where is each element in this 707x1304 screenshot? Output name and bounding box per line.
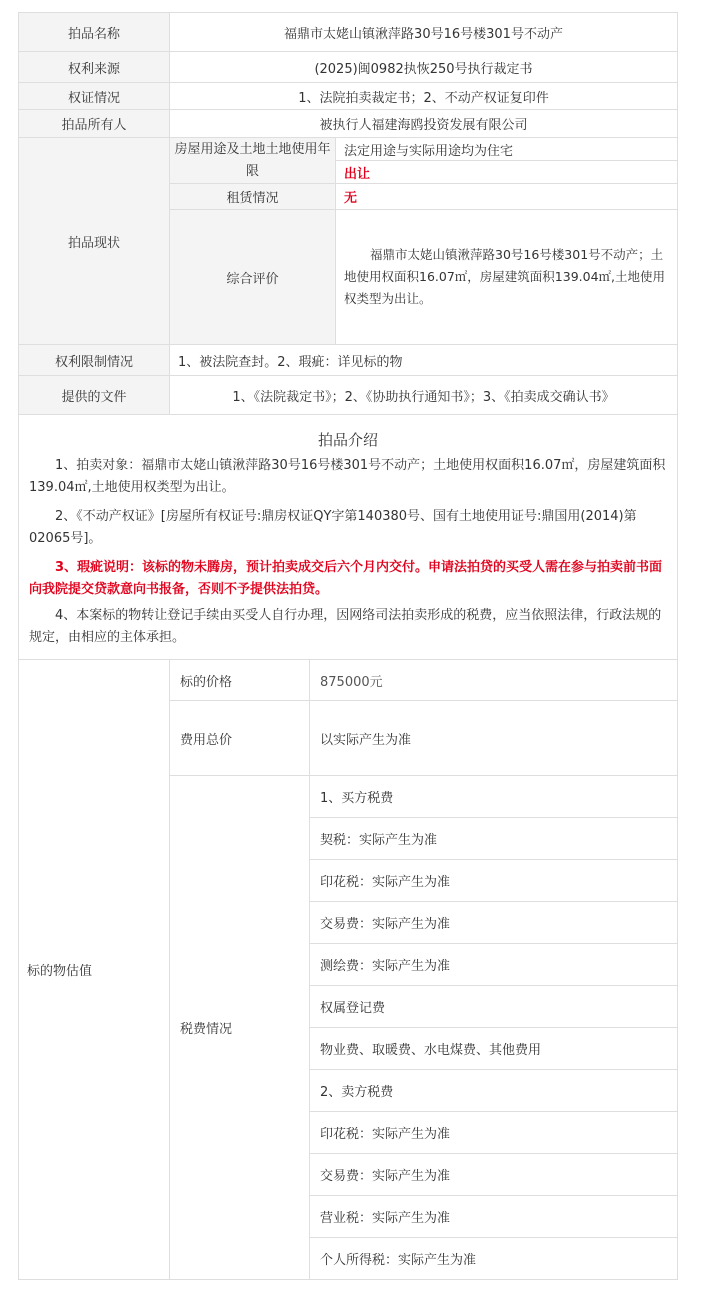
tax-item: 交易费：实际产生为准 (309, 1153, 678, 1196)
intro-paragraph-3: 3、瑕疵说明：该标的物未腾房，预计拍卖成交后六个月内交付。申请法拍贷的买受人需在参与拍卖前书面向我院提交贷款意向书报备，否则不予提供法拍贷。 (29, 560, 663, 597)
auction-item-label: 拍品名称 (18, 12, 170, 52)
rights-source-value: (2025)闽0982执恢250号执行裁定书 (169, 51, 678, 83)
tax-item: 个人所得税：实际产生为准 (309, 1237, 678, 1280)
owner-value: 被执行人福建海鸥投资发展有限公司 (169, 109, 678, 138)
tax-item: 印花税：实际产生为准 (309, 859, 678, 902)
tax-item: 印花税：实际产生为准 (309, 1111, 678, 1154)
land-term-value: 出让 (335, 160, 678, 184)
intro-paragraph-2: 2、《不动产权证》[房屋所有权证号:鼎房权证QY字第140380号、国有土地使用证号:鼎国用(2014)第02065号]。 (29, 509, 637, 546)
tax-item: 物业费、取暖费、水电煤费、其他费用 (309, 1027, 678, 1070)
certificate-value: 1、法院拍卖裁定书；2、不动产权证复印件 (169, 82, 678, 110)
restriction-value: 1、被法院查封。2、瑕疵：详见标的物 (169, 344, 678, 376)
tax-label: 税费情况 (169, 775, 310, 1280)
intro-paragraph-4: 4、本案标的物转让登记手续由买受人自行办理，因网络司法拍卖形成的税费，应当依照法律，行政法规的规定，由相应的主体承担。 (29, 608, 662, 645)
total-fee-label: 费用总价 (169, 700, 310, 776)
tax-item: 1、买方税费 (309, 775, 678, 818)
rights-source-label: 权利来源 (18, 51, 170, 83)
total-fee-value: 以实际产生为准 (309, 700, 678, 776)
lease-label: 租赁情况 (169, 183, 336, 210)
intro-title: 拍品介绍 (317, 431, 378, 449)
price-value: 875000元 (309, 659, 678, 701)
restriction-label: 权利限制情况 (18, 344, 170, 376)
valuation-label: 标的物估值 (18, 659, 170, 1280)
usage-label: 房屋用途及土地土地使用年限 (169, 137, 336, 184)
owner-label: 拍品所有人 (18, 109, 170, 138)
overall-label: 综合评价 (169, 209, 336, 345)
price-label: 标的价格 (169, 659, 310, 701)
tax-item: 2、卖方税费 (309, 1069, 678, 1112)
tax-item: 测绘费：实际产生为准 (309, 943, 678, 986)
tax-item: 权属登记费 (309, 985, 678, 1028)
auction-item-value: 福鼎市太姥山镇湫萍路30号16号楼301号不动产 (169, 12, 678, 52)
overall-value: 福鼎市太姥山镇湫萍路30号16号楼301号不动产；土地使用权面积16.07㎡，房屋建筑面积139.04㎡,土地使用权类型为出让。 (335, 209, 678, 345)
tax-item: 营业税：实际产生为准 (309, 1195, 678, 1238)
documents-value: 1、《法院裁定书》；2、《协助执行通知书》；3、《拍卖成交确认书》 (169, 375, 678, 415)
intro-paragraph-1: 1、拍卖对象：福鼎市太姥山镇湫萍路30号16号楼301号不动产；土地使用权面积16.07㎡，房屋建筑面积139.04㎡,土地使用权类型为出让。 (29, 458, 666, 495)
usage-value: 法定用途与实际用途均为住宅 (335, 137, 678, 161)
tax-item: 交易费：实际产生为准 (309, 901, 678, 944)
status-label: 拍品现状 (18, 137, 170, 345)
tax-item: 契税：实际产生为准 (309, 817, 678, 860)
certificate-label: 权证情况 (18, 82, 170, 110)
intro-section (18, 414, 678, 660)
documents-label: 提供的文件 (18, 375, 170, 415)
lease-value: 无 (335, 183, 678, 210)
